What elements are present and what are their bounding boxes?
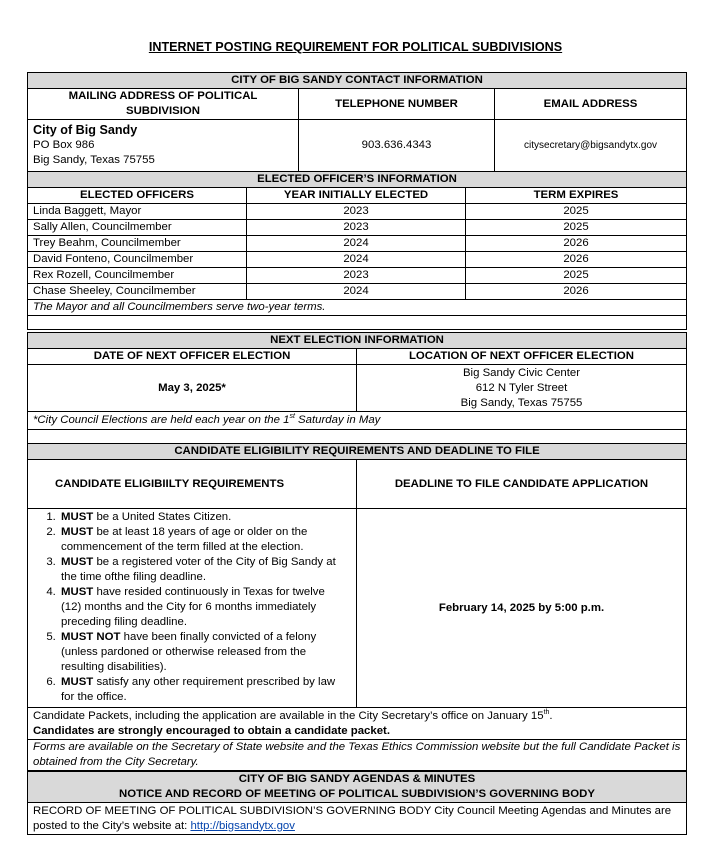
packet-encouragement: Candidates are strongly encouraged to obtain a candidate packet. — [33, 724, 390, 737]
table-row — [28, 204, 687, 220]
list-item — [59, 675, 342, 705]
blank-cell — [28, 430, 687, 444]
requirement-text: be at least 18 years of age or older on the commencement of the term filled at the election. — [61, 526, 308, 553]
officer-term: 2025 — [466, 220, 687, 236]
officer-term: 2026 — [466, 284, 687, 300]
requirements-column-header: CANDIDATE ELIGIBIILTY REQUIREMENTS — [28, 460, 357, 509]
telephone-column-header: TELEPHONE NUMBER — [299, 89, 495, 120]
requirement-keyword: MUST — [61, 526, 94, 538]
term-note: The Mayor and all Councilmembers serve two-year terms. — [28, 300, 687, 316]
requirement-text: satisfy any other requirement prescribed by law for the office. — [61, 676, 336, 703]
table-row — [28, 236, 687, 252]
election-location-column-header: LOCATION OF NEXT OFFICER ELECTION — [357, 349, 687, 365]
list-item — [59, 510, 342, 525]
page-title: INTERNET POSTING REQUIREMENT FOR POLITICAL SUBDIVISIONS — [148, 40, 563, 54]
election-note-text-end: Saturday in May — [294, 414, 381, 426]
candidate-header: CANDIDATE ELIGIBILITY REQUIREMENTS AND DEADLINE TO FILE — [28, 444, 687, 460]
agendas-record-cell — [28, 803, 687, 835]
telephone-value: 903.636.4343 — [299, 120, 495, 172]
election-note-text: *City Council Elections are held each year on the 1 — [33, 414, 290, 426]
election-note-superscript: st — [289, 413, 295, 421]
contact-header: CITY OF BIG SANDY CONTACT INFORMATION — [28, 73, 687, 89]
officer-year: 2024 — [247, 252, 466, 268]
candidate-packet-note — [28, 708, 687, 740]
list-item — [59, 555, 342, 585]
city-website-link[interactable]: http://bigsandytx.gov — [190, 819, 295, 832]
term-expires-column-header: TERM EXPIRES — [466, 188, 687, 204]
mailing-address-cell — [28, 120, 299, 172]
officer-year: 2024 — [247, 236, 466, 252]
city-name: City of Big Sandy — [33, 123, 138, 137]
requirement-text: be a United States Citizen. — [93, 511, 232, 523]
blank-cell — [28, 316, 687, 330]
contact-table — [27, 72, 687, 186]
forms-note: Forms are available on the Secretary of State website and the Texas Ethics Commission website but the full Candidate Packet is obtained from the City Secretary. — [28, 740, 687, 771]
location-line-3: Big Sandy, Texas 75755 — [460, 396, 583, 409]
address-line-2: Big Sandy, Texas 75755 — [33, 154, 155, 166]
requirement-keyword: MUST NOT — [61, 631, 121, 643]
election-header: NEXT ELECTION INFORMATION — [28, 333, 687, 349]
packet-text: Candidate Packets, including the application are available in the City Secretary’s office on January 15 — [33, 709, 544, 722]
requirement-keyword: MUST — [61, 586, 94, 598]
officer-term: 2026 — [466, 236, 687, 252]
election-location — [357, 365, 687, 412]
officer-year: 2023 — [247, 268, 466, 284]
list-item — [59, 630, 342, 675]
packet-superscript: th — [543, 708, 550, 716]
mailing-address-column-header: MAILING ADDRESS OF POLITICAL SUBDIVISION — [28, 89, 299, 120]
election-date: May 3, 2025* — [28, 365, 357, 412]
requirement-text: have resided continuously in Texas for twelve (12) months and the City for 6 months immediately preceding filing deadline. — [61, 586, 325, 628]
officer-year: 2023 — [247, 204, 466, 220]
requirement-text: be a registered voter of the City of Big Sandy at the time ofthe filing deadline. — [61, 556, 336, 583]
agendas-text: RECORD OF MEETING OF POLITICAL SUBDIVISION’S GOVERNING BODY City Council Meeting Agendas and Minutes are posted to the City’s website at: — [33, 804, 672, 832]
officer-name: Rex Rozell, Councilmember — [28, 268, 247, 284]
officer-name: Linda Baggett, Mayor — [28, 204, 247, 220]
table-row — [28, 268, 687, 284]
election-note — [28, 412, 687, 430]
table-row — [28, 252, 687, 268]
officer-name: Trey Beahm, Councilmember — [28, 236, 247, 252]
election-table — [27, 332, 687, 444]
requirement-keyword: MUST — [61, 676, 94, 688]
candidate-table — [27, 443, 687, 771]
requirement-keyword: MUST — [61, 511, 94, 523]
officer-name: Chase Sheeley, Councilmember — [28, 284, 247, 300]
email-column-header: EMAIL ADDRESS — [495, 89, 687, 120]
location-line-1: Big Sandy Civic Center — [462, 366, 581, 379]
address-line-1: PO Box 986 — [33, 139, 95, 151]
packet-text-end: . — [549, 709, 553, 722]
location-line-2: 612 N Tyler Street — [475, 381, 568, 394]
table-row — [28, 220, 687, 236]
year-elected-column-header: YEAR INITIALLY ELECTED — [247, 188, 466, 204]
requirement-text: have been finally convicted of a felony (unless pardoned or otherwise released from the resulting disabilities). — [61, 631, 317, 673]
agendas-table — [27, 771, 687, 835]
officer-term: 2026 — [466, 252, 687, 268]
officer-term: 2025 — [466, 268, 687, 284]
officer-year: 2023 — [247, 220, 466, 236]
email-value: citysecretary@bigsandytx.gov — [495, 120, 687, 172]
requirement-keyword: MUST — [61, 556, 94, 568]
officers-header: ELECTED OFFICER’S INFORMATION — [28, 172, 687, 188]
officer-year: 2024 — [247, 284, 466, 300]
list-item — [59, 525, 342, 555]
agendas-header — [28, 772, 687, 803]
officers-column-header: ELECTED OFFICERS — [28, 188, 247, 204]
officers-table — [27, 171, 687, 330]
list-item — [59, 585, 342, 630]
requirements-cell — [28, 509, 357, 708]
agendas-header-line-2: NOTICE AND RECORD OF MEETING OF POLITICAL SUBDIVISION’S GOVERNING BODY — [119, 788, 595, 800]
deadline-column-header: DEADLINE TO FILE CANDIDATE APPLICATION — [357, 460, 687, 509]
agendas-header-line-1: CITY OF BIG SANDY AGENDAS & MINUTES — [238, 773, 476, 785]
election-date-column-header: DATE OF NEXT OFFICER ELECTION — [28, 349, 357, 365]
officer-name: Sally Allen, Councilmember — [28, 220, 247, 236]
officer-term: 2025 — [466, 204, 687, 220]
filing-deadline: February 14, 2025 by 5:00 p.m. — [357, 509, 687, 708]
table-row — [28, 284, 687, 300]
officer-name: David Fonteno, Councilmember — [28, 252, 247, 268]
requirements-list — [33, 510, 342, 705]
